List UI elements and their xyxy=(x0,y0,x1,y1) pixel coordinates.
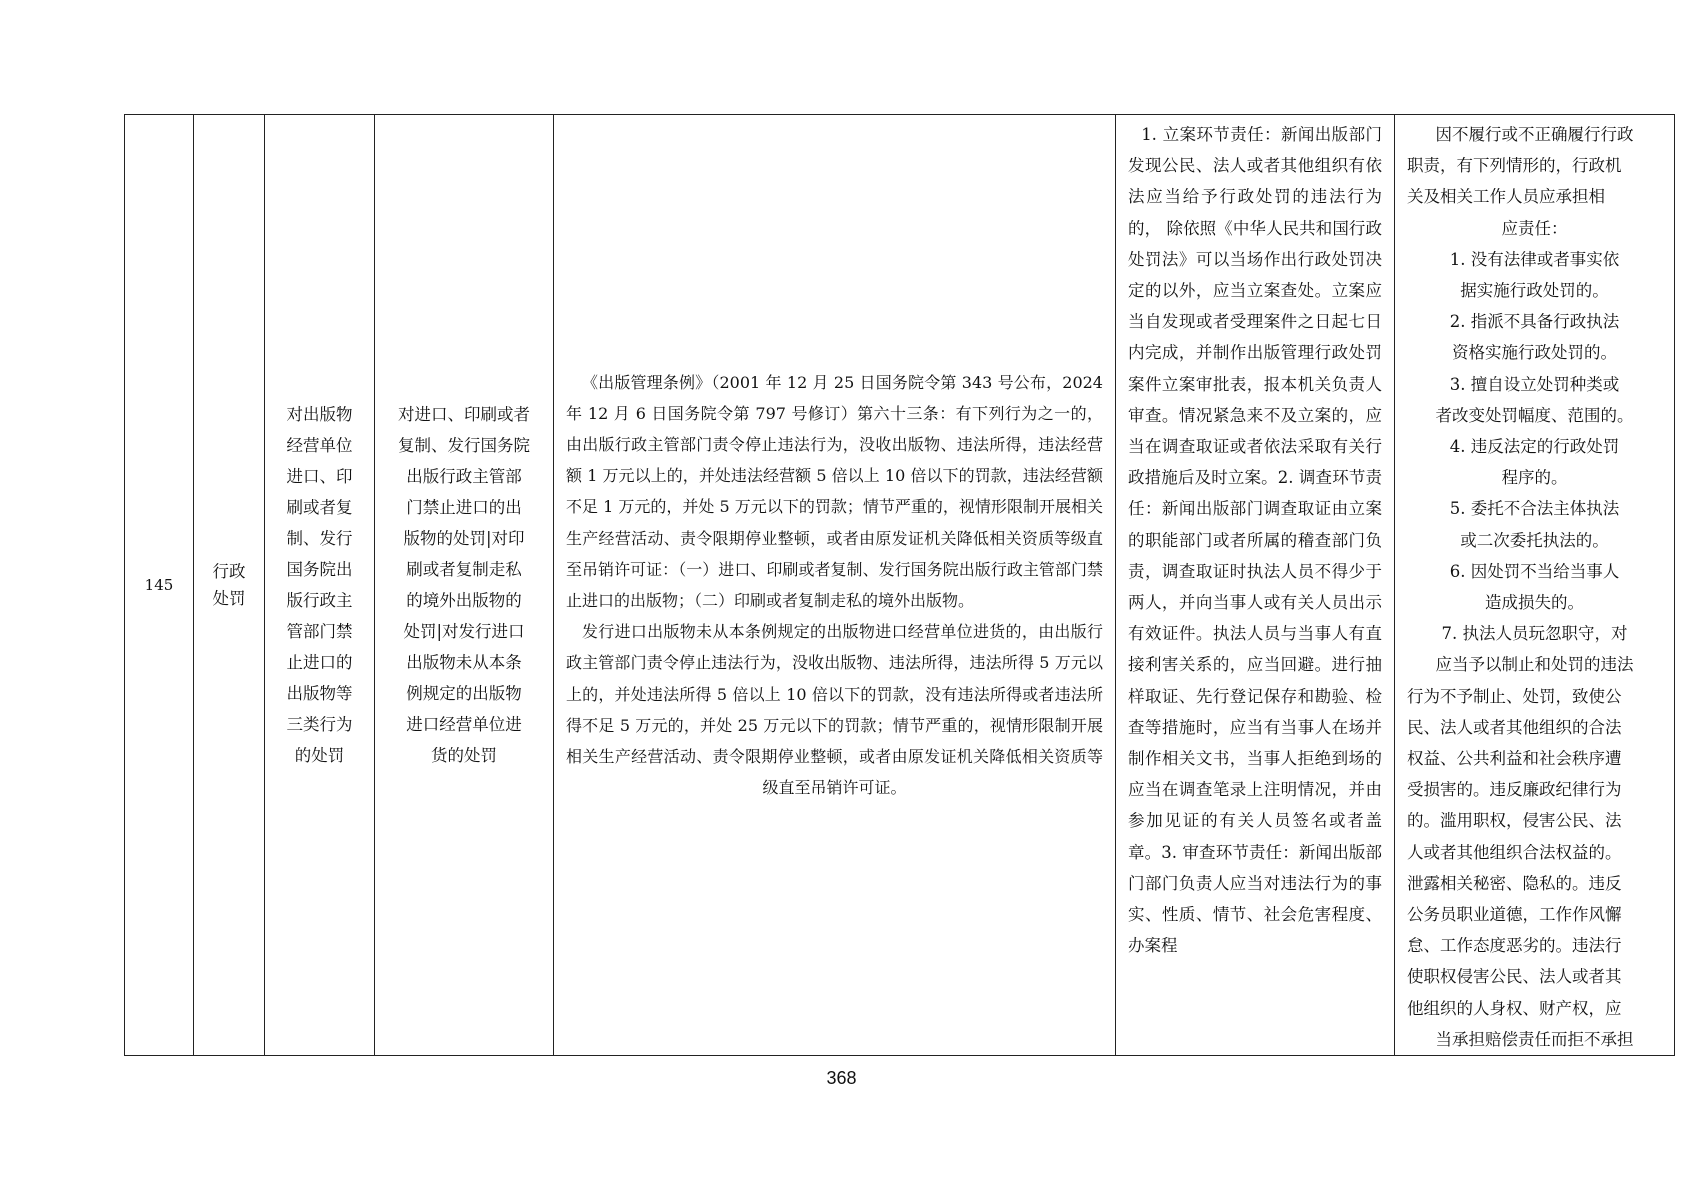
liability-line: 公务员职业道德，工作作风懈 xyxy=(1407,905,1622,925)
item-name-text: 对出版物 经营单位 进口、印 刷或者复 制、发行 国务院出 版行政主 管部门禁 止进口的 出版物等 三类行为 的处罚 xyxy=(286,405,353,766)
table-row xyxy=(125,115,1675,1056)
liability-line: 行为不予制止、处罚，致使公 xyxy=(1407,686,1622,706)
liability-line: 7. 执法人员玩忽职守，对 xyxy=(1441,624,1628,644)
responsibility-cell xyxy=(1116,115,1395,1056)
liability-line: 2. 指派不具备行政执法 xyxy=(1449,312,1620,332)
liability-line: 怠、工作态度恶劣的。违法行 xyxy=(1407,936,1622,956)
liability-line: 据实施行政处罚的。 xyxy=(1460,281,1609,301)
category-cell xyxy=(194,115,265,1056)
liability-line: 资格实施行政处罚的。 xyxy=(1452,343,1617,363)
legal-basis-paragraph-1: 《出版管理条例》（2001 年 12 月 25 日国务院令第 343 号公布，2024 年 12 月 6 日国务院令第 797 号修订）第六十三条：有下列行为之一的，由出版行政主管部门责令停止违法行为，没收出版物、违法所得，违法经营额 1 万元以上的，并处违法经营额 5 倍以上 10 倍以下的罚款，违法经营额不足 1 万元的，并处 5 万元以下的罚款；情节严重的，视情形限制开展相关生产经营活动、责令限期停业整顿，或者由原发证机关降低相关资质等级直至吊销许可证：（一）进口、印刷或者复制、发行国务院出版行政主管部门禁止进口的出版物；（二）印刷或者复制走私的境外出版物。 xyxy=(566,372,1103,611)
liability-line: 1. 没有法律或者事实依 xyxy=(1449,249,1620,269)
liability-line: 者改变处罚幅度、范围的。 xyxy=(1435,405,1634,425)
liability-cell xyxy=(1395,115,1675,1056)
liability-line: 受损害的。违反廉政纪律行为 xyxy=(1407,780,1622,800)
liability-line: 4. 违反法定的行政处罚 xyxy=(1449,437,1620,457)
row-number: 145 xyxy=(144,576,174,595)
liability-line: 他组织的人身权、财产权，应 xyxy=(1407,998,1622,1018)
sub-items-text: 对进口、印刷或者 复制、发行国务院 出版行政主管部 门禁止进口的出 版物的处罚|对印 刷或者复制走私 的境外出版物的 处罚|对发行进口 出版物未从本条 例规定的出版物 进口经营单位进 货的处罚 xyxy=(398,405,530,766)
liability-line: 当承担赔偿责任而拒不承担 xyxy=(1435,1029,1634,1049)
page-number: 368 xyxy=(826,1068,857,1088)
item-name-cell xyxy=(265,115,375,1056)
legal-basis-paragraph-2: 发行进口出版物未从本条例规定的出版物进口经营单位进货的，由出版行政主管部门责令停止违法行为，没收出版物、违法所得，违法所得 5 万元以上的，并处违法所得 5 倍以上 10 倍以下的罚款，没有违法所得或者违法所得不足 5 万元的，并处 25 万元以下的罚款；情节严重的，视情形限制开展相关生产经营活动、责令限期停业整顿，或者由原发证机关降低相关资质等级直至吊销许可证。 xyxy=(566,622,1103,798)
liability-line: 6. 因处罚不当给当事人 xyxy=(1449,561,1620,581)
liability-line: 人或者其他组织合法权益的。 xyxy=(1407,842,1622,862)
liability-line: 5. 委托不合法主体执法 xyxy=(1449,499,1620,519)
liability-line: 造成损失的。 xyxy=(1485,593,1584,613)
liability-line: 使职权侵害公民、法人或者其 xyxy=(1407,967,1622,987)
liability-line: 3. 擅自设立处罚种类或 xyxy=(1449,374,1620,394)
row-number-cell xyxy=(125,115,194,1056)
liability-line: 因不履行或不正确履行行政 xyxy=(1435,125,1634,144)
liability-line: 关及相关工作人员应承担相 xyxy=(1407,187,1605,207)
liability-line: 应责任： xyxy=(1501,218,1568,238)
liability-line: 泄露相关秘密、隐私的。违反 xyxy=(1407,873,1622,893)
penalty-table xyxy=(124,114,1675,1056)
sub-items-cell xyxy=(375,115,554,1056)
legal-basis-cell xyxy=(554,115,1116,1056)
liability-line: 程序的。 xyxy=(1501,468,1568,488)
liability-line: 或二次委托执法的。 xyxy=(1460,530,1609,550)
liability-line: 的。滥用职权，侵害公民、法 xyxy=(1407,811,1622,831)
responsibility-text: 1. 立案环节责任：新闻出版部门发现公民、法人或者其他组织有依法应当给予行政处罚的违法行为的， 除依照《中华人民共和国行政处罚法》可以当场作出行政处罚决定的以外，应当立案查处。立案应当自发现或者受理案件之日起七日内完成，并制作出版管理行政处罚案件立案审批表，报本机关负责人审查。情况紧急来不及立案的，应当在调查取证或者依法采取有关行政措施后及时立案。2. 调查环节责任：新闻出版部门调查取证由立案的职能部门或者所属的稽查部门负责，调查取证时执法人员不得少于两人，并向当事人或有关人员出示有效证件。执法人员与当事人有直接利害关系的，应当回避。进行抽样取证、先行登记保存和勘验、检查等措施时，应当有当事人在场并制作相关文书，当事人拒绝到场的应当在调查笔录上注明情况，并由参加见证的有关人员签名或者盖章。3. 审查环节责任：新闻出版部门部门负责人应当对违法行为的事实、性质、情节、社会危害程度、办案程 xyxy=(1128,125,1382,956)
category-text: 行政 处罚 xyxy=(212,562,246,609)
liability-line: 权益、公共利益和社会秩序遭 xyxy=(1407,749,1622,769)
liability-line: 职责，有下列情形的，行政机 xyxy=(1407,156,1622,176)
liability-line: 应当予以制止和处罚的违法 xyxy=(1435,655,1634,675)
liability-text xyxy=(1407,119,1662,1055)
liability-line: 民、法人或者其他组织的合法 xyxy=(1407,717,1622,737)
